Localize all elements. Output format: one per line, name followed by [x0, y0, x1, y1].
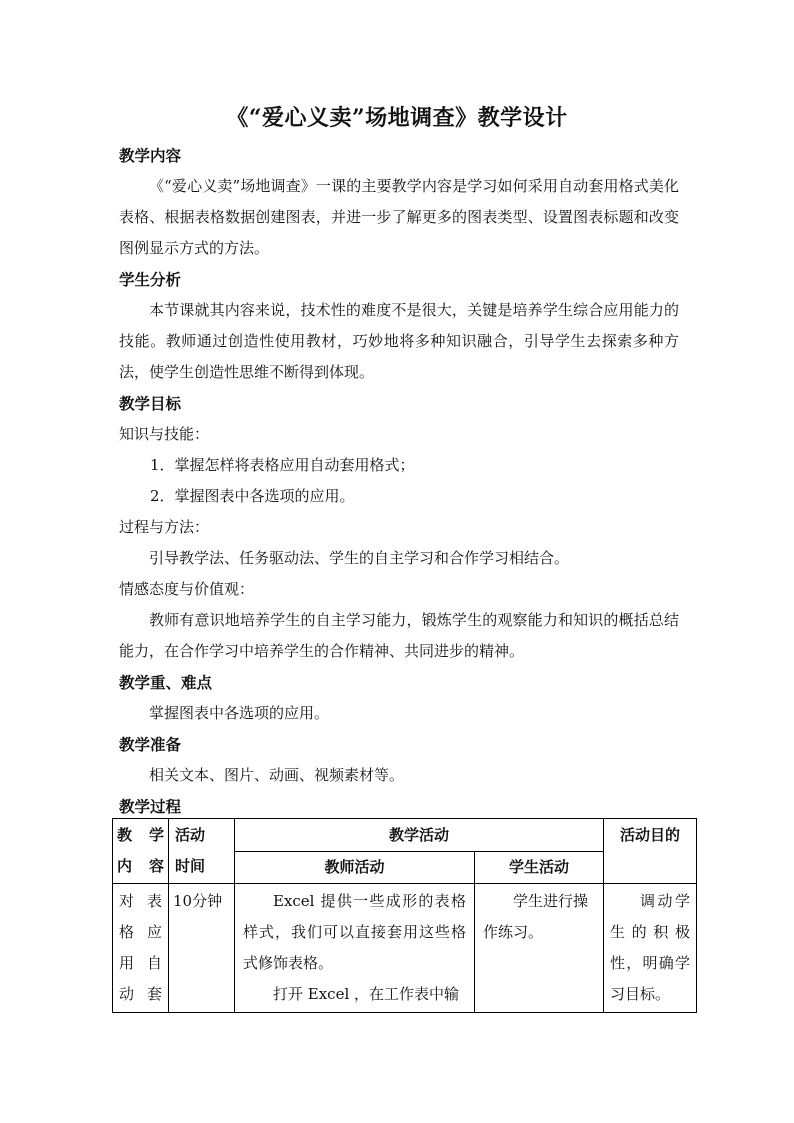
row1-teacher-p2: 打开 Excel ，在工作表中输	[273, 985, 460, 1003]
row1-content-line3: 用自	[119, 954, 162, 972]
header-time-line1: 活动	[175, 826, 206, 844]
prep-paragraph: 相关文本、图片、动画、视频素材等。	[149, 766, 405, 784]
header-student: 学生活动	[475, 852, 604, 884]
row1-student	[475, 884, 604, 1013]
section-heading-analysis: 学生分析	[119, 270, 182, 289]
row1-goal	[604, 884, 697, 1013]
row1-content-line2: 格应	[119, 923, 162, 941]
emotion-label: 情感态度与价值观：	[119, 580, 255, 598]
header-time-line2: 时间	[175, 857, 206, 875]
row1-content-line1: 对表	[119, 892, 162, 910]
header-content	[113, 819, 169, 884]
header-time	[169, 819, 235, 884]
knowledge-label: 知识与技能：	[119, 425, 210, 443]
emotion-paragraph: 教师有意识地培养学生的自主学习能力，锻炼学生的观察能力和知识的概括总结能力，在合作学习中培养学生的合作精神、共同进步的精神。	[119, 611, 679, 660]
header-activity: 教学活动	[235, 819, 604, 852]
content-paragraph: 《“爱心义卖”场地调查》一课的主要教学内容是学习如何采用自动套用格式美化表格、根据表格数据创建图表，并进一步了解更多的图表类型、设置图表标题和改变图例显示方式的方法。	[119, 177, 679, 257]
key-paragraph: 掌握图表中各选项的应用。	[149, 704, 330, 722]
section-heading-process: 教学过程	[119, 797, 182, 816]
section-heading-goals: 教学目标	[119, 394, 182, 413]
process-paragraph: 引导教学法、任务驱动法、学生的自主学习和合作学习相结合。	[149, 549, 570, 567]
section-heading-prep: 教学准备	[119, 735, 182, 754]
header-content-line1: 教学	[117, 826, 164, 844]
section-heading-content: 教学内容	[119, 146, 182, 165]
header-content-line2: 内容	[117, 857, 164, 875]
teaching-process-table	[112, 818, 697, 1013]
row1-time: 10分钟	[169, 884, 235, 1013]
knowledge-item-2: 2．掌握图表中各选项的应用。	[150, 487, 355, 505]
row1-content	[113, 884, 169, 1013]
process-label: 过程与方法：	[119, 518, 210, 536]
row1-teacher-p1: Excel 提供一些成形的表格样式，我们可以直接套用这些格式修饰表格。	[243, 892, 466, 972]
section-heading-key: 教学重、难点	[119, 673, 213, 692]
header-goal: 活动目的	[604, 819, 697, 884]
row1-student-text: 学生进行操作练习。	[483, 892, 589, 941]
row1-teacher	[235, 884, 475, 1013]
row1-content-line4: 动套	[119, 985, 162, 1003]
document-title: 《“爱心义卖”场地调查》教学设计	[226, 105, 568, 131]
row1-goal-text: 调动学生的积极性，明确学习目标。	[610, 892, 690, 1003]
analysis-paragraph: 本节课就其内容来说，技术性的难度不是很大，关键是培养学生综合应用能力的技能。教师通过创造性使用教材，巧妙地将多种知识融合，引导学生去探索多种方法，使学生创造性思维不断得到体现。	[119, 301, 679, 381]
header-teacher: 教师活动	[235, 852, 475, 884]
document-body	[119, 140, 679, 822]
knowledge-item-1: 1．掌握怎样将表格应用自动套用格式；	[150, 456, 415, 474]
